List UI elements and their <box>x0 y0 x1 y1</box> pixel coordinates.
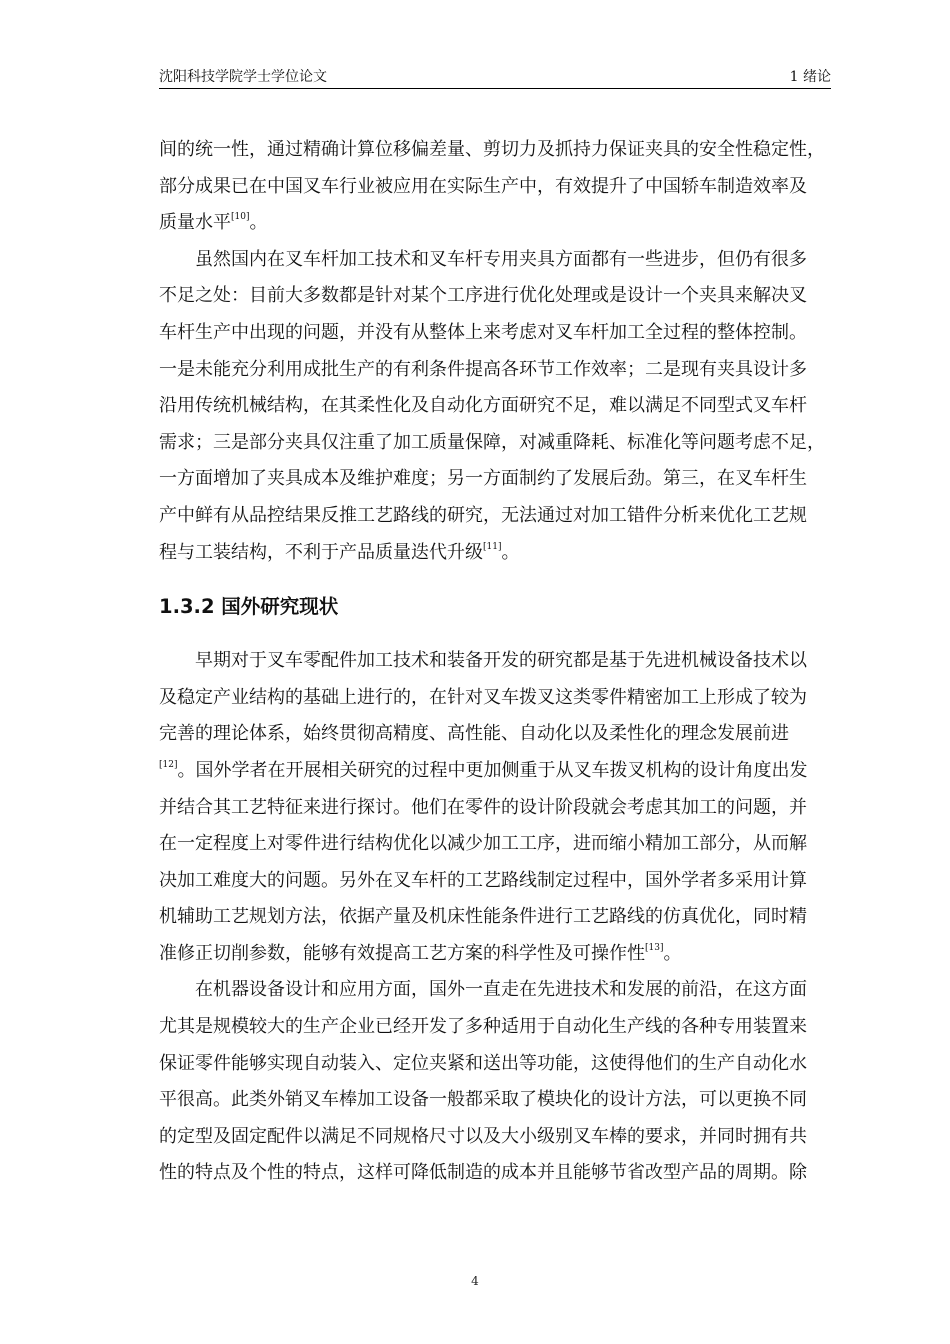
text-line <box>159 753 839 790</box>
text-line: 性的特点及个性的特点，这样可降低制造的成本并且能够节省改型产品的周期。除 <box>159 1162 807 1184</box>
citation-11: [11] <box>483 541 502 552</box>
text-line: 部分成果已在中国叉车行业被应用在实际生产中，有效提升了中国轿车制造效率及 <box>159 175 807 197</box>
citation-10: [10] <box>231 212 250 223</box>
text-run: 。 <box>501 541 520 563</box>
text-line: 产中鲜有从品控结果反推工艺路线的研究，无法通过对加工错件分析来优化工艺规 <box>159 504 807 526</box>
text-run: 。 <box>663 942 682 964</box>
page-number: 4 <box>471 1274 479 1288</box>
text-line: 保证零件能够实现自动装入、定位夹紧和送出等功能，这使得他们的生产自动化水 <box>159 1052 807 1074</box>
text-line: 沿用传统机械结构，在其柔性化及自动化方面研究不足，难以满足不同型式叉车杆 <box>159 395 807 417</box>
text-run: 在机器设备设计和应用方面，国外一直走在先进技术和发展的前沿，在这方面 <box>195 979 807 1001</box>
paragraph-4 <box>159 972 839 1192</box>
text-run: 质量水平 <box>159 212 231 234</box>
text-run: 早期对于叉车零配件加工技术和装备开发的研究都是基于先进机械设备技术以 <box>195 650 807 672</box>
text-line: 完善的理论体系，始终贯彻高精度、高性能、自动化以及柔性化的理念发展前进 <box>159 723 789 745</box>
header-chapter-title: 1 绪论 <box>789 69 831 85</box>
text-line: 车杆生产中出现的问题，并没有从整体上来考虑对叉车杆加工全过程的整体控制。 <box>159 321 807 343</box>
text-line: 一是未能充分利用成批生产的有利条件提高各环节工作效率；二是现有夹具设计多 <box>159 358 807 380</box>
text-line: 一方面增加了夹具成本及维护难度；另一方面制约了发展后劲。第三，在叉车杆生 <box>159 468 807 490</box>
section-heading: 1.3.2 国外研究现状 <box>159 595 339 619</box>
citation-12: [12] <box>159 759 178 770</box>
text-run: 准修正切削参数，能够有效提高工艺方案的科学性及可操作性 <box>159 942 645 964</box>
text-line: 间的统一性，通过精确计算位移偏差量、剪切力及抓持力保证夹具的安全性稳定性， <box>159 139 825 160</box>
text-line <box>159 242 839 279</box>
text-line: 决加工难度大的问题。另外在叉车杆的工艺路线制定过程中，国外学者多采用计算 <box>159 869 807 891</box>
text-run: 。 <box>249 212 268 234</box>
text-line: 尤其是规模较大的生产企业已经开发了多种适用于自动化生产线的各种专用装置来 <box>159 1016 807 1038</box>
text-line: 不足之处：目前大多数都是针对某个工序进行优化处理或是设计一个夹具来解决叉 <box>159 285 807 307</box>
text-line: 的定型及固定配件以满足不同规格尺寸以及大小级别叉车棒的要求，并同时拥有共 <box>159 1125 807 1147</box>
text-line <box>159 205 839 242</box>
text-line: 及稳定产业结构的基础上进行的，在针对叉车拨叉这类零件精密加工上形成了较为 <box>159 686 807 708</box>
header-rule <box>159 88 831 89</box>
text-line: 在一定程度上对零件进行结构优化以减少加工工序，进而缩小精加工部分，从而解 <box>159 833 807 855</box>
paragraph-1 <box>159 132 839 242</box>
page-header <box>159 66 831 86</box>
text-line <box>159 643 839 680</box>
text-line <box>159 936 839 973</box>
body-content <box>159 132 839 1192</box>
text-line: 并结合其工艺特征来进行探讨。他们在零件的设计阶段就会考虑其加工的问题，并 <box>159 796 807 818</box>
text-line <box>159 535 839 572</box>
text-line: 需求；三是部分夹具仅注重了加工质量保障，对减重降耗、标准化等问题考虑不足， <box>159 431 825 453</box>
citation-13: [13] <box>645 942 664 953</box>
text-line <box>159 972 839 1009</box>
text-run: 。国外学者在开展相关研究的过程中更加侧重于从叉车拨叉机构的设计角度出发 <box>177 759 808 781</box>
header-thesis-title: 沈阳科技学院学士学位论文 <box>159 69 327 85</box>
text-line: 机辅助工艺规划方法，依据产量及机床性能条件进行工艺路线的仿真优化，同时精 <box>159 906 807 928</box>
text-run: 虽然国内在叉车杆加工技术和叉车杆专用夹具方面都有一些进步，但仍有很多 <box>195 248 807 270</box>
text-line: 平很高。此类外销叉车棒加工设备一般都采取了模块化的设计方法，可以更换不同 <box>159 1089 807 1111</box>
text-run: 程与工装结构，不利于产品质量迭代升级 <box>159 541 483 563</box>
paragraph-2 <box>159 242 839 571</box>
paragraph-3 <box>159 643 839 972</box>
